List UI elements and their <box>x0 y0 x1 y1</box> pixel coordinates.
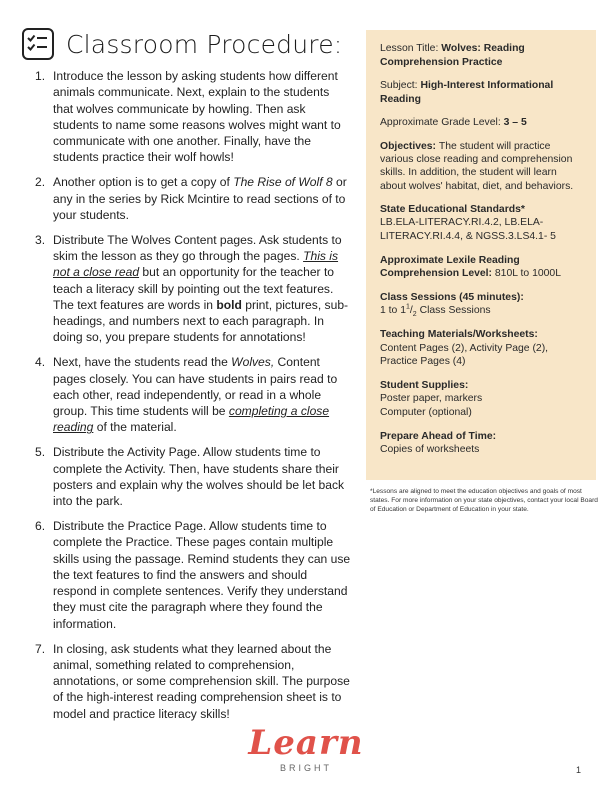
procedure-step <box>22 641 352 722</box>
step-text-part: but an opportunity for the teacher to teach a literacy skill by pointing out the text features. The text features are words in <box>53 265 335 312</box>
supplies-line: Poster paper, markers <box>380 393 483 405</box>
step-number: 5. <box>35 445 46 460</box>
step-text-part: print, pictures, sub-headings, and numbers next to each paragraph. In doing so, you prepare students for annotations! <box>53 297 349 345</box>
step-number: 6. <box>35 518 46 533</box>
objectives-label: Objectives: <box>380 140 439 152</box>
materials-line: Practice Pages (4) <box>380 356 466 368</box>
logo-subword: BRIGHT <box>279 763 332 773</box>
step-number: 4. <box>35 355 46 370</box>
grade-label: Approximate Grade Level: <box>380 117 504 129</box>
prepare-label: Prepare Ahead of Time: <box>380 430 497 442</box>
procedure-list <box>22 68 352 730</box>
subject-value: High-Interest Informational Reading <box>380 80 554 105</box>
sessions-fraction-den: 2 <box>412 311 417 319</box>
learn-bright-logo <box>246 724 366 782</box>
sessions-suffix: Class Sessions <box>416 305 491 317</box>
step-text-part: Another option is to get a copy of <box>53 175 234 190</box>
materials-label: Teaching Materials/Worksheets: <box>380 328 538 340</box>
step-number: 1. <box>35 69 46 83</box>
lexile-value: 810L to 1000L <box>494 268 561 280</box>
bold-word: bold <box>216 297 242 312</box>
materials-line: Content Pages (2), Activity Page (2), <box>380 342 549 354</box>
page-number: 1 <box>576 765 582 775</box>
lesson-title-row <box>380 42 582 69</box>
objectives-value: The student will practice various close reading and comprehension skills. In addition, the student will learn about wolves' habitat, diet, and behaviors. <box>380 140 574 192</box>
supplies-row <box>380 379 582 420</box>
sessions-row <box>380 291 582 318</box>
prepare-row <box>380 430 582 457</box>
step-text-part: Distribute the Practice Page. Allow students time to complete the Practice. These pages contain multiple skills using the passage. Remind students they can use the text features to find the answers and should respond in complete sentences. Verify they understand they must cite the paragraph where they found the information. <box>53 518 351 631</box>
step-number: 7. <box>35 641 46 656</box>
step-text-part: Distribute The Wolves Content pages. Ask students to skim the lesson as they go through the pages. <box>53 232 342 263</box>
step-text <box>53 518 352 632</box>
prepare-value: Copies of worksheets <box>380 444 480 456</box>
step-number: 3. <box>35 232 46 247</box>
standards-value: LB.ELA-LITERACY.RI.4.2, LB.ELA-LITERACY.RI.4.4, & NGSS.3.LS4.1- 5 <box>380 217 556 242</box>
grade-row <box>380 116 582 130</box>
step-text <box>53 354 352 435</box>
sessions-fraction-num: 1 <box>406 303 410 311</box>
lesson-title-value: Wolves: Reading Comprehension Practice <box>380 43 525 68</box>
step-text <box>53 232 352 346</box>
procedure-step <box>22 354 352 435</box>
step-text <box>53 641 352 722</box>
step-number: 2. <box>35 175 46 190</box>
emphasis-text: This is not a close read <box>53 248 339 280</box>
sessions-prefix: 1 to 1 <box>380 305 406 317</box>
procedure-step <box>22 232 352 346</box>
materials-row <box>380 328 582 369</box>
emphasis-text: completing a close reading <box>53 404 330 435</box>
step-text <box>53 68 352 166</box>
procedure-step <box>22 444 352 509</box>
step-text-part: Distribute the Activity Page. Allow students time to complete the Activity. Then, have students share their posters and explain why the wolves should be let back into the park. <box>53 445 345 509</box>
step-text-part: or any in the series by Rick Mcintire to read sections of to your students. <box>53 175 347 222</box>
procedure-step <box>22 174 352 223</box>
standards-footnote: *Lessons are aligned to meet the education objectives and goals of most states. For more information on your state objectives, contact your local Board of Education or Department of Education in your state. <box>370 488 598 513</box>
page-header <box>22 24 352 64</box>
procedure-step <box>22 518 352 632</box>
lesson-title-label: Lesson Title: <box>380 43 442 54</box>
step-text-part: Next, have the students read the <box>53 355 232 370</box>
standards-row <box>380 203 582 244</box>
lesson-info-panel <box>366 30 596 480</box>
step-text-part: Content pages closely. You can have students in pairs read to each other, read independently, or read in a whole group. This time students will be <box>53 355 338 419</box>
sessions-label: Class Sessions (45 minutes): <box>380 291 524 303</box>
procedure-step <box>22 68 352 166</box>
supplies-line: Computer (optional) <box>380 406 472 418</box>
italic-word: Wolves, <box>231 355 275 370</box>
sessions-value: 1 to $1^1/_2$ Class Sessions <box>380 303 491 319</box>
supplies-label: Student Supplies: <box>380 379 469 391</box>
checklist-icon <box>22 28 54 60</box>
step-text-part: In closing, ask students what they learned about the animal, something related to comprehension, annotations, or some comprehension skill. The purpose of the high-interest reading comprehension sheet is to model and practice literacy skills! <box>53 641 350 721</box>
subject-label: Subject: <box>380 80 421 92</box>
lexile-row <box>380 254 582 281</box>
step-text <box>53 444 352 509</box>
grade-value: 3 – 5 <box>503 117 527 129</box>
step-text-part: Introduce the lesson by asking students how different animals communicate. Next, explain to the students that wolves communicate by howling. Then ask students to name some reasons wolves might want to communicate with one another. Finally, have the students practice their wolf howls! <box>53 69 341 165</box>
book-title: The Rise of Wolf 8 <box>233 175 333 190</box>
objectives-row <box>380 140 582 193</box>
step-text <box>53 174 352 223</box>
lexile-label: Approximate Lexile Reading Comprehension Level: <box>380 254 520 280</box>
logo-word: Learn <box>248 723 364 763</box>
standards-label: State Educational Standards* <box>380 203 525 215</box>
subject-row <box>380 79 582 106</box>
step-text-part: of the material. <box>93 420 177 435</box>
page-title: Classroom Procedure: <box>66 29 343 59</box>
